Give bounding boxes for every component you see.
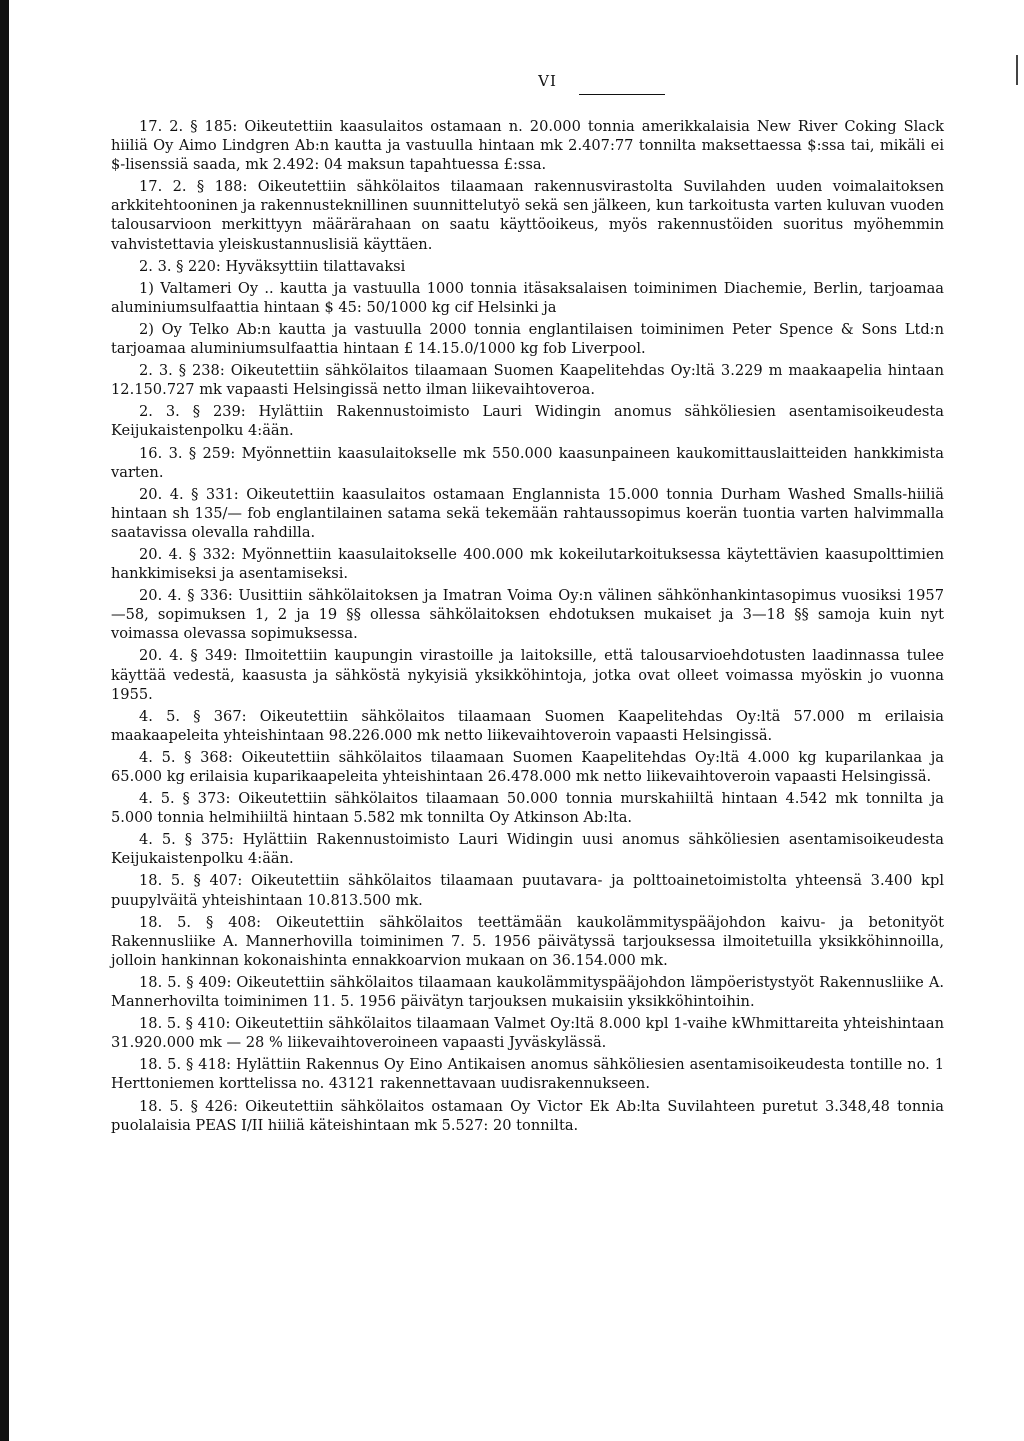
- paragraph: 4. 5. § 373: Oikeutettiin sähkölaitos tilaamaan 50.000 tonnia murskahiiltä hintaan 4.542 mk tonnilta ja 5.000 tonnia helmihiiltä hintaan 5.582 mk tonnilta Oy Atkinson Ab:lta.: [111, 790, 944, 827]
- scan-edge-right: [1016, 55, 1018, 85]
- header-rule: [579, 94, 665, 95]
- paragraph: 18. 5. § 426: Oikeutettiin sähkölaitos ostamaan Oy Victor Ek Ab:lta Suvilahteen puretut 3.348,48 tonnia puolalaisia PEAS I/II hiiliä käteishintaan mk 5.527: 20 tonnilta.: [111, 1097, 944, 1134]
- paragraph: 18. 5. § 407: Oikeutettiin sähkölaitos tilaamaan puutavara- ja polttoainetoimistolta yhteensä 3.400 kpl puupylväitä yhteishintaan 10.813.500 mk.: [111, 872, 944, 909]
- paragraph: 18. 5. § 409: Oikeutettiin sähkölaitos tilaamaan kaukolämmityspääjohdon lämpöeristystyöt Rakennusliike A. Mannerhovilta toiminimen 11. 5. 1956 päivätyn tarjouksen mukaisiin yksikköhintoihin.: [111, 973, 944, 1011]
- document-page: [111, 72, 944, 1138]
- paragraph: 1) Valtameri Oy .. kautta ja vastuulla 1000 tonnia itäsaksalaisen toiminimen Diachemie, Berlin, tarjoamaa aluminiumsulfaattia hintaan $ 45: 50/1000 kg cif Helsinki ja: [111, 279, 944, 316]
- paragraph: 20. 4. § 331: Oikeutettiin kaasulaitos ostamaan Englannista 15.000 tonnia Durham Washed Smalls-hiiliä hintaan sh 135/— fob englantilainen satama sekä tekemään rahtaussopimus koerän tuontia varten halvimmalla saatavissa olevalla rahdilla.: [111, 485, 944, 541]
- scan-edge-left: [0, 0, 9, 1441]
- paragraph: 2. 3. § 239: Hylättiin Rakennustoimisto Lauri Widingin anomus sähköliesien asentamisoikeudesta Keijukaistenpolku 4:ään.: [111, 403, 944, 440]
- paragraph: 18. 5. § 408: Oikeutettiin sähkölaitos teettämään kaukolämmityspääjohdon kaivu- ja betonityöt Rakennusliike A. Mannerhovilla toiminimen 7. 5. 1956 päivätyssä tarjouksessa ilmoitetuilla yksikköhinnoilla, jolloin hankinnan kokonaishinta ennakkoarvion mukaan on 36.154.000 mk.: [111, 913, 944, 969]
- paragraph: 2. 3. § 220: Hyväksyttiin tilattavaksi: [139, 257, 406, 275]
- paragraph: 2) Oy Telko Ab:n kautta ja vastuulla 2000 tonnia englantilaisen toiminimen Peter Spence & Sons Ltd:n tarjoamaa aluminiumsulfaattia hintaan £ 14.15.0/1000 kg fob Liverpool.: [111, 320, 944, 358]
- paragraph: 4. 5. § 367: Oikeutettiin sähkölaitos tilaamaan Suomen Kaapelitehdas Oy:ltä 57.000 m erilaisia maakaapeleita yhteishintaan 98.226.000 mk netto liikevaihtoveroin vapaasti Helsingissä.: [111, 707, 944, 744]
- paragraph: 17. 2. § 188: Oikeutettiin sähkölaitos tilaamaan rakennusvirastolta Suvilahden uuden voimalaitoksen arkkitehtooninen ja rakennusteknillinen suunnittelutyö sekä sen jälkeen, kun tarkoitusta varten kuluvan vuoden talousarvioon merkittyyn määrärahaan on saatu käyttöoikeus, myös rakennustöiden suoritus myöhemmin vahvistettavia yleiskustannuslisiä käyttäen.: [111, 178, 944, 253]
- paragraph: 16. 3. § 259: Myönnettiin kaasulaitokselle mk 550.000 kaasunpaineen kaukomittauslaitteiden hankkimista varten.: [111, 444, 944, 481]
- document-body: [111, 117, 944, 1135]
- paragraph: 17. 2. § 185: Oikeutettiin kaasulaitos ostamaan n. 20.000 tonnia amerikkalaisia New River Coking Slack hiiliä Oy Aimo Lindgren Ab:n kautta ja vastuulla hintaan mk 2.407:77 tonnilta maksettaessa $:ssa tai, mikäli ei $-lisenssiä saada, mk 2.492: 04 maksun tapahtuessa £:ssa.: [111, 118, 944, 174]
- paragraph: 20. 4. § 349: Ilmoitettiin kaupungin virastoille ja laitoksille, että talousarvioehdotusten laadinnassa tulee käyttää vedestä, kaasusta ja sähköstä nykyisiä yksikköhintoja, jotka ovat olleet voimassa myöskin jo vuonna 1955.: [111, 647, 944, 703]
- paragraph: 4. 5. § 375: Hylättiin Rakennustoimisto Lauri Widingin uusi anomus sähköliesien asentamisoikeudesta Keijukaistenpolku 4:ään.: [111, 831, 944, 868]
- paragraph: 4. 5. § 368: Oikeutettiin sähkölaitos tilaamaan Suomen Kaapelitehdas Oy:ltä 4.000 kg kuparilankaa ja 65.000 kg erilaisia kuparikaapeleita yhteishintaan 26.478.000 mk netto liikevaihtoveroin vapaasti Helsingissä.: [111, 748, 944, 785]
- paragraph: 20. 4. § 332: Myönnettiin kaasulaitokselle 400.000 mk kokeilutarkoituksessa käytettävien kaasupolttimien hankkimiseksi ja asentamiseksi.: [111, 545, 944, 583]
- paragraph: 18. 5. § 410: Oikeutettiin sähkölaitos tilaamaan Valmet Oy:ltä 8.000 kpl 1-vaihe kWhmittareita yhteishintaan 31.920.000 mk — 28 % liikevaihtoveroineen vapaasti Jyväskylässä.: [111, 1015, 944, 1052]
- paragraph: 2. 3. § 238: Oikeutettiin sähkölaitos tilaamaan Suomen Kaapelitehdas Oy:ltä 3.229 m maakaapelia hintaan 12.150.727 mk vapaasti Helsingissä netto ilman liikevaihtoveroa.: [111, 362, 944, 399]
- page-number: VI: [538, 72, 557, 90]
- paragraph: 20. 4. § 336: Uusittiin sähkölaitoksen ja Imatran Voima Oy:n välinen sähkönhankintasopimus vuosiksi 1957—58, sopimuksen 1, 2 ja 19 §§ ollessa sähkölaitoksen ehdotuksen mukaiset ja 3—18 §§ samoja kuin nyt voimassa olevassa sopimuksessa.: [111, 587, 944, 643]
- paragraph: 18. 5. § 418: Hylättiin Rakennus Oy Eino Antikaisen anomus sähköliesien asentamisoikeudesta tontille no. 1 Herttoniemen korttelissa no. 43121 rakennettavaan uudisrakennukseen.: [111, 1056, 944, 1093]
